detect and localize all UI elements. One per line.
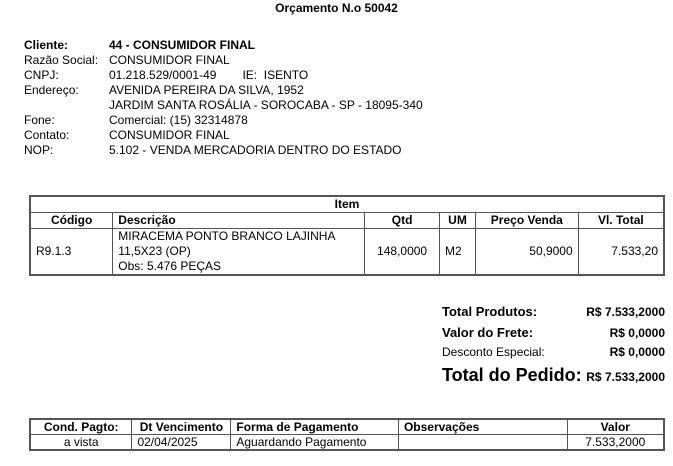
desconto-label: Desconto Especial:	[442, 345, 545, 359]
client-row	[24, 38, 423, 53]
endereco-value: AVENIDA PEREIRA DA SILVA, 1952	[109, 83, 304, 97]
payments-table	[29, 418, 665, 451]
valor-frete-label: Valor do Frete:	[442, 325, 534, 340]
nop-row	[24, 143, 423, 158]
items-header-row	[30, 213, 664, 229]
cell-valor: 7.533,2000	[567, 435, 664, 451]
col-descricao: Descrição	[113, 213, 365, 229]
col-preco-venda: Preço Venda	[475, 213, 578, 229]
total-produtos-row	[442, 304, 665, 325]
nop-value: 5.102 - VENDA MERCADORIA DENTRO DO ESTADO	[109, 143, 402, 157]
contato-row	[24, 128, 423, 143]
table-row	[30, 229, 664, 276]
items-group-header: Item	[30, 196, 664, 213]
cnpj-label: CNPJ:	[24, 68, 59, 82]
cnpj-value: 01.218.529/0001-49	[109, 68, 217, 82]
desconto-row	[442, 345, 665, 365]
endereco-label-2	[24, 98, 109, 113]
col-codigo: Código	[30, 213, 113, 229]
ie-value: IE: ISENTO	[242, 68, 309, 82]
fone-label: Fone:	[24, 113, 55, 127]
total-pedido-value: R$ 7.533,2000	[586, 370, 665, 384]
endereco-row	[24, 83, 423, 98]
descricao-line1: MIRACEMA PONTO BRANCO LAJINHA	[118, 229, 336, 243]
cell-forma-pagamento: Aguardando Pagamento	[231, 435, 399, 451]
totals-block	[442, 304, 665, 389]
items-table	[29, 195, 665, 276]
total-pedido-row	[442, 365, 665, 389]
endereco-label: Endereço:	[24, 83, 79, 97]
cell-qtd: 148,0000	[365, 229, 440, 276]
document-title: Orçamento N.o 50042	[275, 1, 398, 15]
col-observacoes: Observações	[398, 419, 567, 435]
cell-codigo: R9.1.3	[30, 229, 113, 276]
total-pedido-label: Total do Pedido:	[442, 365, 582, 385]
cell-vl-total: 7.533,20	[578, 229, 664, 276]
cnpj-row	[24, 68, 423, 83]
col-um: UM	[440, 213, 476, 229]
total-produtos-label: Total Produtos:	[442, 304, 538, 319]
col-dt-vencimento: Dt Vencimento	[132, 419, 231, 435]
desconto-value: R$ 0,0000	[609, 345, 665, 359]
client-label: Cliente:	[24, 38, 69, 52]
razao-social-label: Razão Social:	[24, 53, 99, 67]
cell-descricao	[113, 229, 365, 276]
payments-header-row	[30, 419, 664, 435]
nop-label: NOP:	[24, 143, 54, 157]
client-value: 44 - CONSUMIDOR FINAL	[109, 38, 256, 52]
descricao-obs: Obs: 5.476 PEÇAS	[118, 259, 222, 273]
endereco-value-2: JARDIM SANTA ROSÁLIA - SOROCABA - SP - 18095-340	[109, 98, 423, 112]
col-vl-total: Vl. Total	[578, 213, 664, 229]
valor-frete-row	[442, 325, 665, 345]
razao-social-row	[24, 53, 423, 68]
cell-um: M2	[440, 229, 476, 276]
client-info	[24, 38, 423, 158]
fone-row	[24, 113, 423, 128]
fone-value: Comercial: (15) 32314878	[109, 113, 248, 127]
col-qtd: Qtd	[365, 213, 440, 229]
cell-observacoes	[398, 435, 567, 451]
cell-preco-venda: 50,9000	[475, 229, 578, 276]
total-produtos-value: R$ 7.533,2000	[586, 305, 665, 319]
endereco-row-2	[24, 98, 423, 113]
razao-social-value: CONSUMIDOR FINAL	[109, 53, 230, 67]
contato-value: CONSUMIDOR FINAL	[109, 128, 230, 142]
contato-label: Contato:	[24, 128, 70, 142]
descricao-line2: 11,5X23 (OP)	[118, 244, 191, 258]
col-forma-pagamento: Forma de Pagamento	[231, 419, 399, 435]
cell-cond-pagto: a vista	[30, 435, 132, 451]
table-row	[30, 435, 664, 451]
col-valor: Valor	[567, 419, 664, 435]
cell-dt-vencimento: 02/04/2025	[132, 435, 231, 451]
valor-frete-value: R$ 0,0000	[609, 326, 665, 340]
col-cond-pagto: Cond. Pagto:	[30, 419, 132, 435]
